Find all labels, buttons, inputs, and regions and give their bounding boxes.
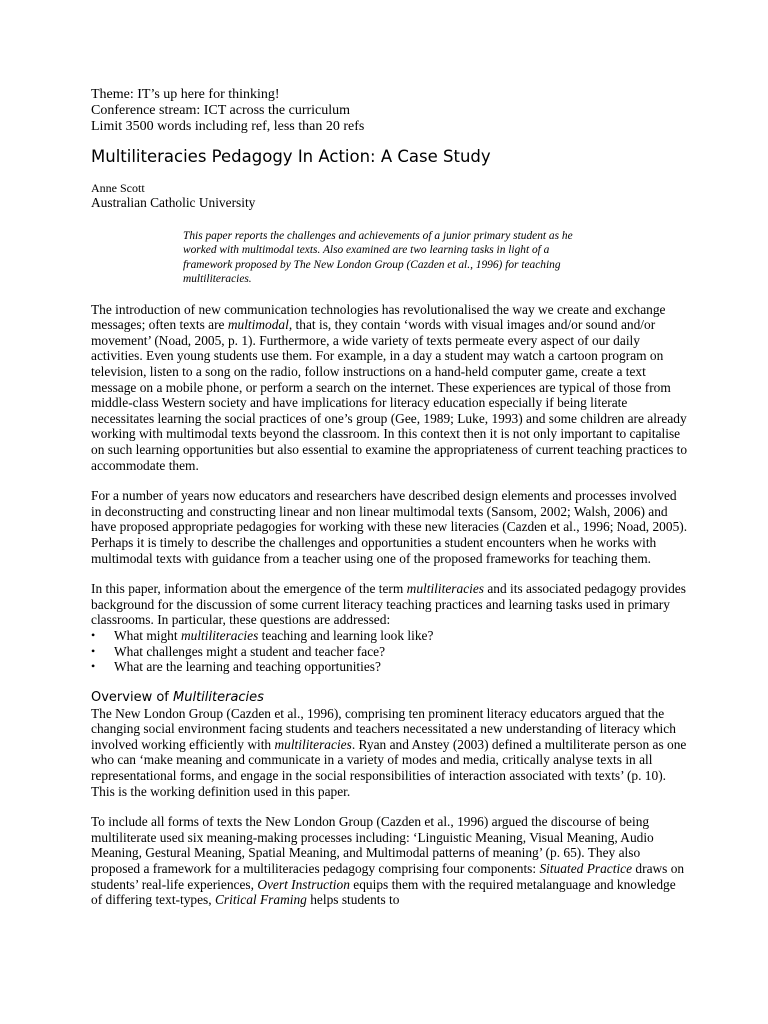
text-run: . Ryan and Anstey (2003) defined a multiliterate person as one who can ‘make meaning and communicate in a variety of modes and media, critically analyse texts in all representational forms, and engage in the social responsibilities of interaction associated with texts’ (p. 10). This is the working definition used in this paper.	[91, 736, 687, 799]
emphasis-text: Multiliteracies	[173, 689, 264, 705]
question-list	[91, 628, 688, 675]
emphasis-text: Overt Instruction	[257, 876, 350, 892]
emphasis-text: multiliteracies	[406, 581, 485, 597]
text-run: What might	[114, 627, 181, 643]
author-name: Anne Scott	[91, 181, 145, 195]
list-item	[91, 644, 688, 660]
list-item	[91, 659, 688, 675]
text-run: and its associated pedagogy provides background for the discussion of some current literacy teaching practices and learning tasks used in primary classrooms. In particular, these questions are addressed:	[91, 581, 686, 628]
author-affiliation: Australian Catholic University	[91, 195, 256, 210]
paragraph-new-london-group	[91, 706, 688, 800]
text-run: The New London Group (Cazden et al., 1996), comprising ten prominent literacy educators argued that the changing social environment facing students and teachers necessitated a new understanding of literacy which involved working efficiently with	[91, 705, 676, 752]
bullet-icon: •	[91, 659, 96, 674]
text-run: To include all forms of texts the New London Group (Cazden et al., 1996) argued the discourse of being multiliterate used six meaning-making processes including: ‘Linguistic Meaning, Visual Meaning, Audio Meaning, Gestural Meaning, Spatial Meaning, and Multimodal patterns of meaning’ (p. 65). They also proposed a framework for a multiliteracies pedagogy comprising four components:	[91, 814, 654, 877]
text-run: teaching and learning look like?	[258, 627, 434, 643]
text-run: , that is, they contain ‘words with visual images and/or sound and/or movement’ (Noad, 2005, p. 1). Furthermore, a wide variety of texts permeate every aspect of our daily activities. Even young students use them. For example, in a day a student may watch a cartoon program on television, listen to a song on the radio, follow instructions on a hand-held computer game, create a text message on a mobile phone, or perform a search on the internet. These experiences are typical of those from middle-class Western society and have implications for literacy education especially if being literate necessitates learning the social practices of one’s group (Gee, 1989; Luke, 1993) and some children are already working with multimodal texts beyond the classroom. In this context then it is not only important to capitalise on such learning opportunities but also essential to examine the appropriateness of current teaching practices to accommodate them.	[91, 317, 688, 473]
limit-line: Limit 3500 words including ref, less than 20 refs	[91, 119, 365, 134]
text-run: helps students to	[306, 892, 400, 908]
emphasis-text: Critical Framing	[214, 892, 307, 908]
emphasis-text: multiliteracies	[274, 736, 352, 752]
bullet-icon: •	[91, 643, 96, 658]
text-run: draws on students’ real-life experiences,	[91, 861, 685, 892]
document-page	[91, 87, 688, 908]
paragraph-meaning-processes	[91, 814, 688, 908]
paragraph-introduction	[91, 302, 688, 474]
theme-line: Theme: IT’s up here for thinking!	[91, 87, 280, 102]
paragraph-questions-intro	[91, 581, 688, 628]
stream-line: Conference stream: ICT across the curriculum	[91, 103, 351, 118]
text-run: What are the learning and teaching opportunities?	[114, 659, 381, 675]
section-heading	[91, 690, 688, 706]
text-run: The introduction of new communication technologies has revolutionalised the way we create and exchange messages; often texts are	[91, 301, 666, 333]
paper-title: Multiliteracies Pedagogy In Action: A Case Study	[91, 147, 491, 166]
abstract: This paper reports the challenges and achievements of a junior primary student as he worked with multimodal texts. Also examined are two learning tasks in light of a framework proposed by The New London Group (Cazden et al., 1996) for teaching multiliteracies.	[183, 230, 573, 286]
emphasis-text: multimodal	[227, 317, 289, 333]
text-run: equips them with the required metalanguage and knowledge of differing text-types,	[91, 876, 676, 908]
emphasis-text: multiliteracies	[180, 627, 259, 643]
text-run: What challenges might a student and teacher face?	[114, 643, 386, 659]
paragraph-design-elements: For a number of years now educators and researchers have described design elements and processes involved in deconstructing and constructing linear and non linear multimodal texts (Sansom, 2002; Walsh, 2006) and have proposed appropriate pedagogies for working with these new literacies (Cazden et al., 1996; Noad, 2005). Perhaps it is timely to describe the challenges and opportunities a student encounters when he works with multimodal texts with guidance from a teacher using one of the proposed frameworks for teaching them.	[91, 488, 688, 566]
emphasis-text: Situated Practice	[539, 861, 633, 877]
header-meta	[91, 87, 688, 135]
text-run: In this paper, information about the emergence of the term	[91, 581, 407, 597]
text-run: Overview of	[91, 689, 173, 705]
bullet-icon: •	[91, 627, 96, 642]
list-item	[91, 628, 688, 644]
